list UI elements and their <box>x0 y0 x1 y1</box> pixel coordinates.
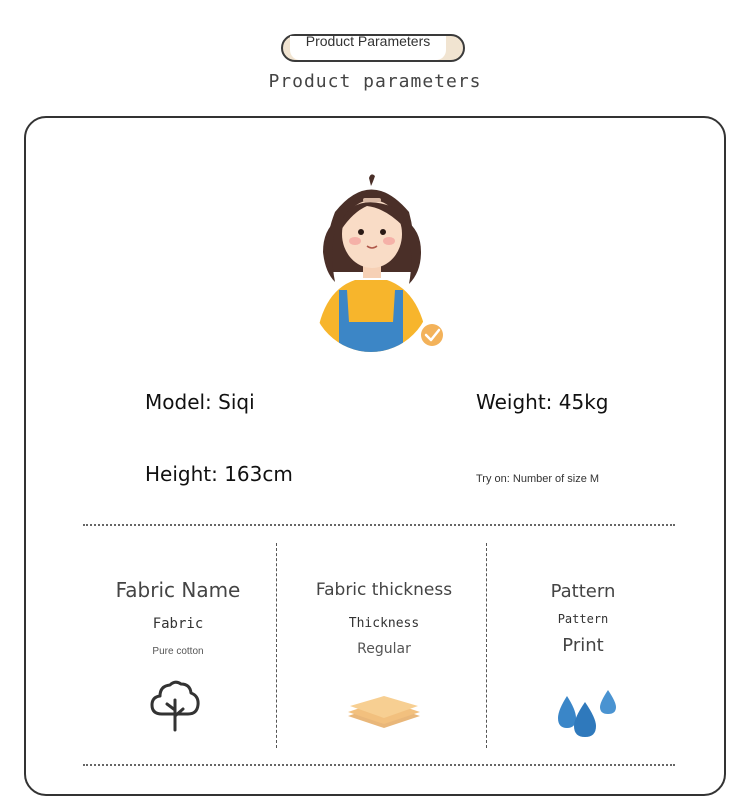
column-divider-1 <box>276 543 277 748</box>
cotton-icon <box>148 680 202 732</box>
fabric-title: Fabric Name <box>115 578 241 602</box>
layers-icon <box>346 694 422 732</box>
fabric-column <box>100 578 256 657</box>
thickness-value: Regular <box>357 641 411 657</box>
product-parameters-badge <box>281 34 465 62</box>
thickness-column <box>300 580 468 657</box>
model-weight: Weight: 45kg <box>476 390 609 414</box>
try-on-size: Try on: Number of size M <box>476 473 600 485</box>
model-name: Model: Siqi <box>145 390 255 414</box>
droplets-icon <box>554 688 620 738</box>
model-height: Height: 163cm <box>145 462 293 486</box>
pattern-sub-label: Pattern <box>557 612 609 626</box>
pattern-column <box>506 581 660 656</box>
badge-label: Product Parameters <box>290 36 446 60</box>
fabric-value: Pure cotton <box>152 646 204 657</box>
thickness-sub-label: Thickness <box>348 616 420 631</box>
fabric-sub-label: Fabric <box>152 616 204 632</box>
pattern-value: Print <box>562 635 604 656</box>
thickness-title: Fabric thickness <box>315 580 453 600</box>
pattern-title: Pattern <box>550 581 616 602</box>
divider-bottom <box>83 764 675 766</box>
divider-top <box>83 524 675 526</box>
model-avatar <box>305 172 449 356</box>
column-divider-2 <box>486 543 487 748</box>
page-subtitle: Product parameters <box>268 71 482 92</box>
